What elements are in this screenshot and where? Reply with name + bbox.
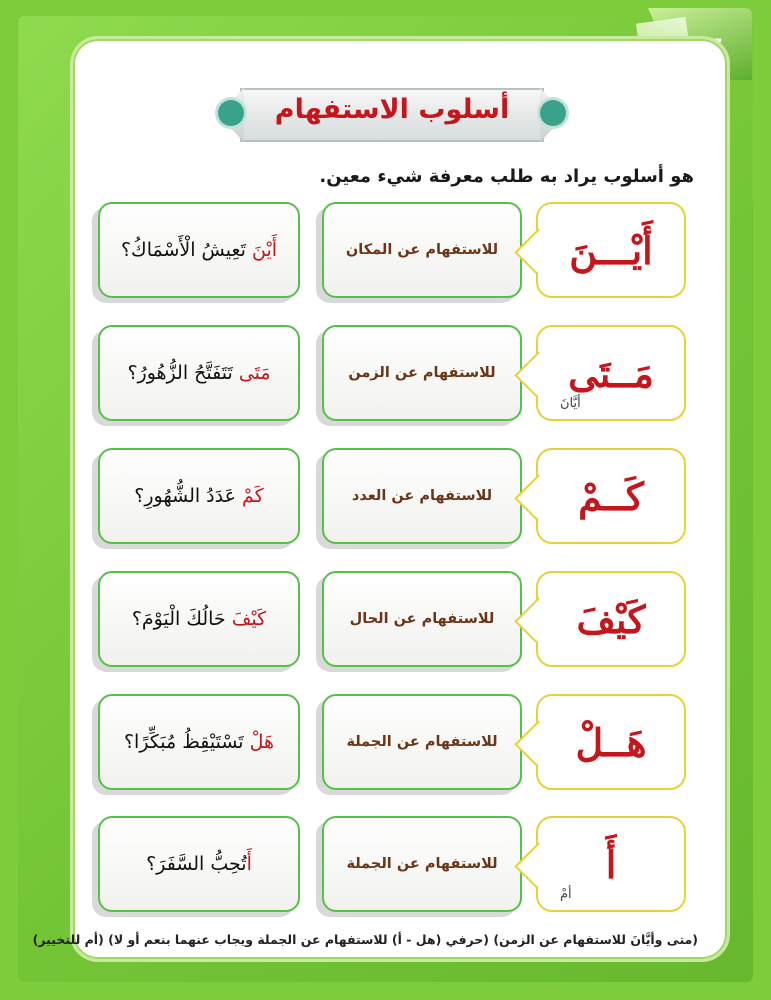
question-word: هَــلْ <box>575 719 647 765</box>
footer-note: (متى وأيَّانَ للاستفهام عن الزمن) (حرفي (هل - أ) للاستفهام عن الجملة ويجاب عنهما بنعم أو لا) (أم للتخيير) <box>32 932 698 947</box>
question-row <box>0 694 771 798</box>
purpose-card <box>322 694 522 790</box>
example-card <box>98 816 300 912</box>
question-word-tag <box>536 448 686 544</box>
purpose-card <box>322 325 522 421</box>
question-word: أَ <box>605 841 617 887</box>
example-sentence <box>127 362 270 384</box>
purpose-text: للاستفهام عن المكان <box>345 242 499 258</box>
alternate-word: أيَّانَ <box>560 396 581 411</box>
purpose-text: للاستفهام عن الحال <box>349 611 495 627</box>
question-row <box>0 325 771 429</box>
example-sentence <box>146 853 252 875</box>
question-word: مَــتَى <box>568 350 654 396</box>
example-question-word: كَمْ <box>242 485 264 507</box>
purpose-text: للاستفهام عن الجملة <box>346 734 498 750</box>
example-sentence <box>134 485 263 507</box>
example-card <box>98 202 300 298</box>
question-word: كَيْفَ <box>576 596 646 642</box>
question-row <box>0 571 771 675</box>
banner-ornament-right-icon <box>540 100 566 126</box>
purpose-card <box>322 571 522 667</box>
question-word-tag <box>536 816 686 912</box>
alternate-word: أمْ <box>560 887 572 902</box>
question-row <box>0 448 771 552</box>
example-question-word: هَلْ <box>249 731 275 753</box>
example-remainder: تَتَفَتَّحُ الزُّهُورُ؟ <box>127 362 239 384</box>
question-word-tag <box>536 571 686 667</box>
question-word-tag <box>536 694 686 790</box>
purpose-card <box>322 816 522 912</box>
example-card <box>98 571 300 667</box>
example-question-word: أَ <box>246 853 252 875</box>
example-question-word: أَيْنَ <box>252 239 278 261</box>
example-sentence <box>121 239 277 261</box>
example-question-word: مَتَى <box>238 362 271 384</box>
purpose-text: للاستفهام عن الزمن <box>348 365 496 381</box>
example-card <box>98 448 300 544</box>
example-remainder: عَدَدُ الشُّهُورِ؟ <box>134 485 242 507</box>
purpose-text: للاستفهام عن العدد <box>351 488 493 504</box>
purpose-card <box>322 202 522 298</box>
example-remainder: تَعِيشُ الْأَسْمَاكُ؟ <box>120 239 253 261</box>
example-question-word: كَيْفَ <box>231 608 267 630</box>
title-banner <box>218 84 566 146</box>
definition-text: هو أسلوب يراد به طلب معرفة شيء معين. <box>319 166 694 187</box>
purpose-card <box>322 448 522 544</box>
example-remainder: تُحِبُّ السَّفَرَ؟ <box>146 853 247 875</box>
question-word-tag <box>536 202 686 298</box>
question-word: كَــمْ <box>578 473 644 519</box>
example-remainder: حَالُكَ الْيَوْمَ؟ <box>131 608 232 630</box>
example-card <box>98 325 300 421</box>
example-sentence <box>132 608 266 630</box>
example-sentence <box>124 731 274 753</box>
page-title: أسلوب الاستفهام <box>274 94 510 125</box>
question-word: أَيْـــنَ <box>569 227 653 273</box>
purpose-text: للاستفهام عن الجملة <box>346 856 498 872</box>
question-row <box>0 816 771 920</box>
question-word-tag <box>536 325 686 421</box>
banner-ornament-left-icon <box>218 100 244 126</box>
example-remainder: تَسْتَيْقِظُ مُبَكِّرًا؟ <box>123 731 250 753</box>
example-card <box>98 694 300 790</box>
question-row <box>0 202 771 306</box>
